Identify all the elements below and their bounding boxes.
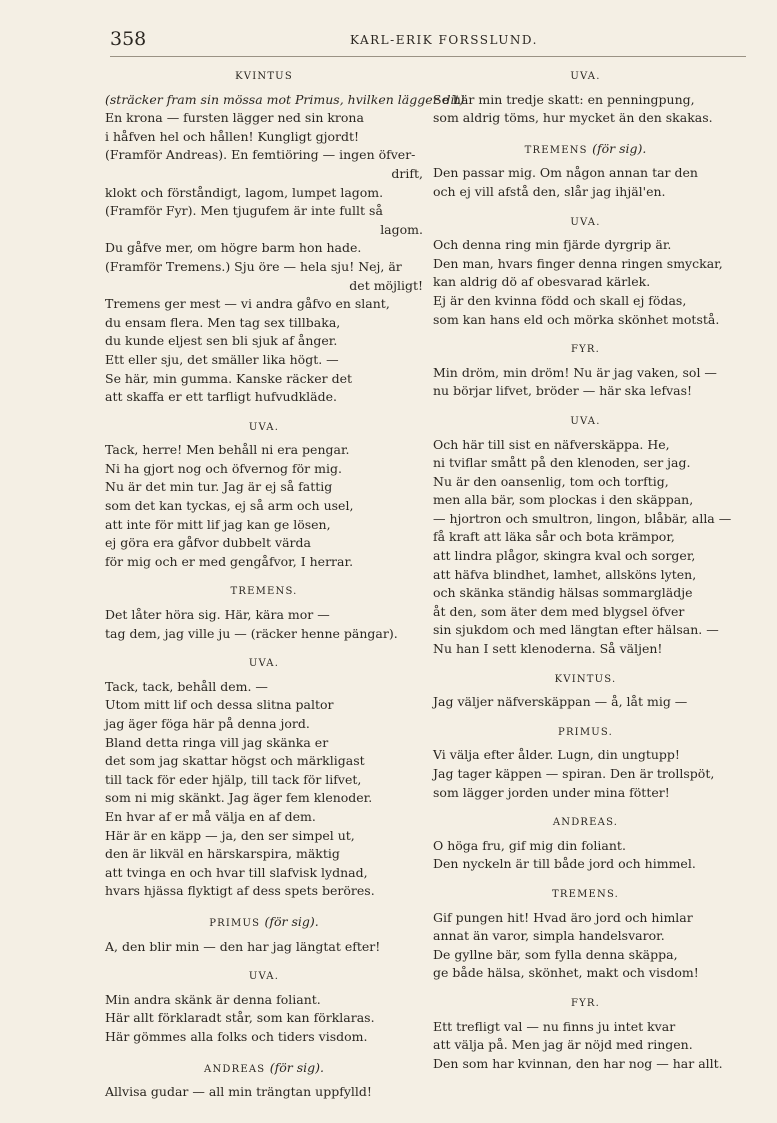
verse-line: Jag väljer näfverskäppan — å, låt mig — — [433, 694, 688, 710]
speaker-label: UVA. — [248, 971, 280, 983]
verse-line: (Framför Fyr). Men tjugufem är inte fullt så — [105, 203, 383, 219]
verse-line: Den som har kvinnan, den har nog — har allt. — [433, 1055, 723, 1071]
speaker-label: UVA. — [570, 216, 601, 228]
verse-line: Du gåfve mer, om högre barm hon hade. — [105, 240, 362, 256]
verse-line-continuation: drift, — [391, 165, 423, 181]
speaker-label: UVA. — [248, 421, 280, 433]
stage-direction: (för sig). — [592, 140, 647, 156]
verse-line: till tack för eder hjälp, till tack för lifvet, — [105, 771, 362, 787]
speaker-name — [433, 671, 738, 690]
verse-line: Den man, hvars finger denna ringen smyckar, — [433, 255, 723, 271]
verse-line: Här är en käpp — ja, den ser simpel ut, — [105, 827, 355, 843]
speaker-label: FYR. — [570, 344, 601, 356]
verse-line: och ej vill afstå den, slår jag ihjäl'en. — [433, 183, 666, 199]
verse-line: Ett eller sju, det smäller lika högt. — — [105, 351, 339, 367]
verse-line: Tack, herre! Men behåll ni era pengar. — [105, 442, 350, 458]
stage-direction: (för sig). — [264, 913, 319, 929]
verse-line: kan aldrig dö af obesvarad kärlek. — [433, 274, 651, 290]
speaker-label: TREMENS — [524, 144, 588, 156]
verse-line: som aldrig töms, hur mycket än den skakas. — [433, 110, 713, 126]
verse-line: Tremens ger mest — vi andra gåfvo en slant, — [105, 296, 390, 312]
speaker-name — [433, 886, 738, 905]
verse-line: klokt och förståndigt, lagom, lumpet lagom. — [105, 184, 384, 200]
verse-line: (Framför Andreas). En femtiöring — ingen öfver- — [105, 147, 416, 163]
verse-line: att skaffa er ett tarfligt hufvudkläde. — [105, 389, 338, 405]
verse-line: som lägger jorden under mina fötter! — [433, 784, 670, 800]
verse-line: Här allt förklaradt står, som kan förklaras. — [105, 1010, 375, 1026]
verse-line: att inte för mitt lif jag kan ge lösen, — [105, 516, 331, 532]
verse-line: att lindra plågor, skingra kval och sorger, — [433, 548, 696, 564]
page-header — [110, 26, 746, 57]
speaker-name — [433, 814, 738, 833]
speaker-label: UVA. — [570, 415, 601, 427]
verse-line: som det kan tyckas, ej så arm och usel, — [105, 498, 354, 514]
verse-line: Utom mitt lif och dessa slitna paltor — [105, 697, 334, 713]
verse-line: Här gömmes alla folks och tiders visdom. — [105, 1028, 368, 1044]
verse-line: Det låter höra sig. Här, kära mor — — [105, 607, 330, 623]
verse-line: ej göra era gåfvor dubbelt värda — [105, 535, 311, 551]
verse-line: jag äger föga här på denna jord. — [105, 716, 310, 731]
speaker-label: UVA. — [570, 71, 601, 82]
speaker-name — [433, 140, 738, 161]
page-number: 358 — [110, 28, 147, 50]
verse-line: En krona — fursten lägger ned sin krona — [105, 110, 364, 126]
speaker-label: ANDREAS — [204, 1063, 266, 1075]
speaker-name — [105, 913, 423, 934]
verse-line: för mig och er med gengåfvor, I herrar. — [105, 553, 354, 569]
verse-line: Nu han I sett klenoderna. Så väljen! — [433, 641, 663, 657]
verse-line: Och denna ring min fjärde dyrgrip är. — [433, 237, 672, 253]
verse-line: att tvinga en och hvar till slafvisk lydnad, — [105, 864, 368, 880]
speaker-name — [105, 655, 423, 674]
verse-line: nu börjar lifvet, bröder — här ska lefvas! — [433, 383, 693, 399]
speaker-name — [105, 1059, 423, 1080]
verse-line: Den nyckeln är till både jord och himmel. — [433, 856, 696, 872]
speaker-label: KVINTUS. — [554, 673, 617, 685]
speaker-name — [105, 583, 423, 602]
verse-line: Vi välja efter ålder. Lugn, din ungtupp! — [433, 747, 680, 763]
verse-line: Ni ha gjort nog och öfvernog för mig. — [105, 460, 342, 476]
speaker-label: ANDREAS. — [552, 817, 619, 829]
speaker-name — [433, 724, 738, 743]
verse-line: Tack, tack, behåll dem. — — [105, 678, 268, 694]
verse-line: Och här till sist en näfverskäppa. He, — [433, 436, 670, 452]
right-column — [433, 68, 738, 1073]
speaker-label: UVA. — [248, 658, 280, 670]
speaker-name — [105, 419, 423, 438]
speaker-name — [105, 968, 423, 987]
stage-direction: (sträcker fram sin mössa mot Primus, hvilken lägger dit) — [105, 91, 465, 107]
verse-line: och skänka ständig hälsas sommarglädje — [433, 585, 693, 601]
verse-line: men alla bär, som plockas i den skäppan, — [433, 492, 694, 508]
stage-direction: (för sig). — [269, 1059, 324, 1075]
speaker-name — [433, 214, 738, 233]
verse-line: tag dem, jag ville ju — (räcker henne pängar). — [105, 625, 398, 641]
speaker-name — [433, 413, 738, 432]
verse-line: den är likväl en härskarspira, mäktig — [105, 846, 340, 862]
speaker-name — [433, 995, 738, 1014]
speaker-label: KVINTUS — [235, 71, 293, 82]
verse-line: Nu är det min tur. Jag är ej så fattig — [105, 479, 333, 495]
speaker-label: TREMENS. — [230, 586, 298, 598]
verse-line: Ej är den kvinna född och skall ej födas, — [433, 292, 687, 308]
verse-line: Nu är den oansenlig, tom och torftig, — [433, 473, 669, 489]
verse-line: A, den blir min — den har jag längtat efter! — [105, 938, 381, 954]
verse-line: åt den, som äter dem med blygsel öfver — [433, 603, 685, 619]
speaker-name — [433, 341, 738, 360]
verse-line: Min dröm, min dröm! Nu är jag vaken, sol — — [433, 364, 717, 380]
verse-line: få kraft att läka sår och bota krämpor, — [433, 529, 675, 545]
verse-line: En hvar af er må välja en af dem. — [105, 808, 316, 824]
speaker-name — [105, 68, 423, 87]
verse-line: ni tviflar smått på den klenoden, ser jag. — [433, 455, 691, 471]
verse-line: — hjortron och smultron, lingon, blåbär, alla — — [433, 510, 732, 526]
speaker-label: PRIMUS — [209, 917, 261, 929]
speaker-name — [433, 68, 738, 87]
verse-line: hvars hjässa flyktigt af dess spets beröres. — [105, 883, 375, 899]
verse-line: ge både hälsa, skönhet, makt och visdom! — [433, 965, 699, 981]
verse-line: sin sjukdom och med längtan efter hälsan. — — [433, 622, 719, 638]
speaker-label: TREMENS. — [551, 888, 620, 900]
verse-line: Bland detta ringa vill jag skänka er — [105, 734, 329, 750]
verse-line: Allvisa gudar — all min trängtan uppfylld! — [105, 1084, 372, 1100]
verse-line: Den passar mig. Om någon annan tar den — [433, 165, 698, 181]
verse-line: som kan hans eld och mörka skönhet motstå. — [433, 311, 720, 327]
verse-line: som ni mig skänkt. Jag äger fem klenoder. — [105, 790, 373, 806]
verse-line: i håfven hel och hållen! Kungligt gjordt! — [105, 128, 360, 144]
verse-line: att häfva blindhet, lamhet, allsköns lyten, — [433, 566, 697, 582]
verse-line: O höga fru, gif mig din foliant. — [433, 837, 626, 853]
speaker-label: PRIMUS. — [558, 726, 613, 738]
verse-line: Gif pungen hit! Hvad äro jord och himlar — [433, 909, 693, 925]
verse-line-continuation: lagom. — [380, 221, 423, 237]
verse-line: Se här, min gumma. Kanske räcker det — [105, 370, 352, 386]
speaker-label: FYR. — [570, 997, 601, 1009]
verse-line: det som jag skattar högst och märkligast — [105, 753, 365, 769]
verse-line: Ett trefligt val — nu finns ju intet kvar — [433, 1018, 676, 1034]
verse-line: Min andra skänk är denna foliant. — [105, 991, 321, 1007]
verse-line: Jag tager käppen — spiran. Den är trollspöt, — [433, 766, 715, 781]
verse-line: (Framför Tremens.) Sju öre — hela sju! Nej, är — [105, 258, 402, 274]
running-head: KARL-ERIK FORSSLUND. — [350, 33, 538, 47]
verse-line: De gyllne bär, som fylla denna skäppa, — [433, 946, 678, 962]
verse-line: Se här min tredje skatt: en penningpung, — [433, 91, 695, 107]
verse-line: att välja på. Men jag är nöjd med ringen. — [433, 1037, 693, 1053]
verse-line: annat än varor, simpla handelsvaror. — [433, 928, 665, 944]
verse-line-continuation: det möjligt! — [349, 277, 423, 293]
verse-line: du kunde eljest sen bli sjuk af ånger. — [105, 333, 338, 349]
verse-line: du ensam flera. Men tag sex tillbaka, — [105, 314, 341, 330]
left-column — [105, 68, 465, 1102]
